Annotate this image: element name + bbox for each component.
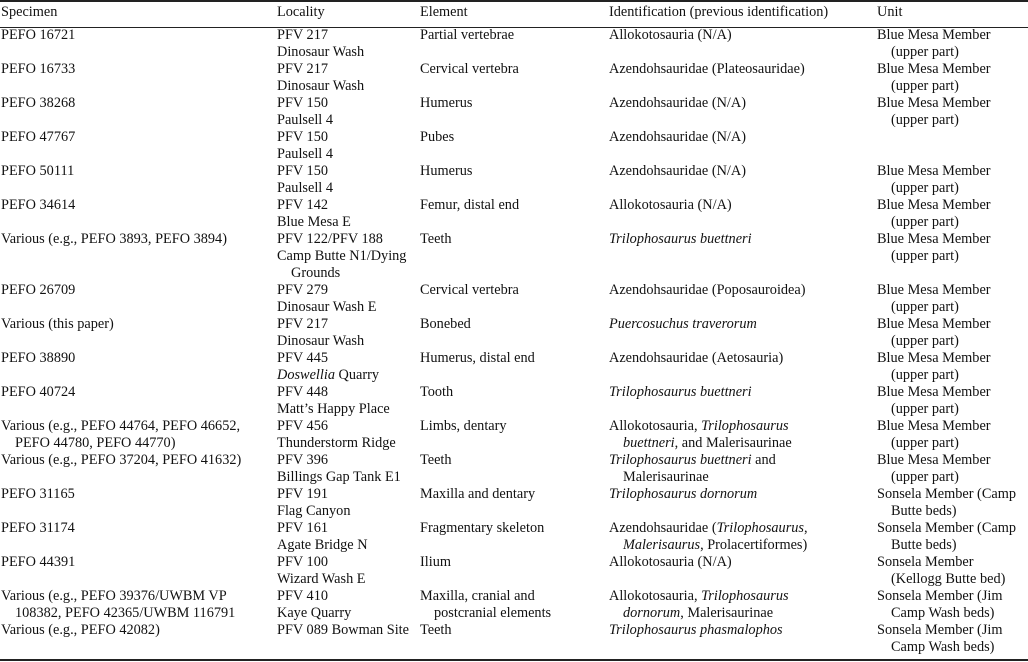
table-row [0, 231, 1028, 282]
unit-line: (upper part) [891, 44, 959, 60]
unit-line: (upper part) [891, 180, 959, 196]
table-row [0, 452, 1028, 486]
locality-line: PFV 191 [277, 486, 328, 502]
element-cell [420, 61, 609, 95]
identification-segment: Allokotosauria, [609, 588, 702, 604]
locality-line: Kaye Quarry [277, 605, 352, 621]
element-line: Cervical vertebra [420, 61, 519, 77]
specimen-line: Various (e.g., PEFO 37204, PEFO 41632) [1, 452, 242, 468]
unit-cell [877, 163, 1028, 197]
unit-line: Camp Wash beds) [891, 605, 995, 621]
locality-cell [277, 350, 420, 384]
element-line: Ilium [420, 554, 451, 570]
locality-cell [277, 622, 420, 656]
identification-segment: Malerisaurus [623, 537, 701, 553]
table-body [0, 27, 1028, 656]
locality-line: Thunderstorm Ridge [277, 435, 396, 451]
locality-cell [277, 95, 420, 129]
table-row [0, 350, 1028, 384]
unit-cell [877, 27, 1028, 61]
identification-segment: Azendohsauridae ( [609, 520, 717, 536]
identification-line [609, 231, 877, 248]
table-row [0, 316, 1028, 350]
identification-cell [609, 588, 877, 622]
locality-line: PFV 089 Bowman Site [277, 622, 410, 638]
unit-cell [877, 554, 1028, 588]
identification-cell [609, 350, 877, 384]
element-line: Limbs, dentary [420, 418, 507, 434]
locality-line: Agate Bridge N [277, 537, 368, 553]
unit-cell [877, 588, 1028, 622]
unit-line: Sonsela Member (Camp [877, 520, 1016, 536]
element-cell [420, 452, 609, 486]
element-cell [420, 231, 609, 282]
unit-line: Sonsela Member [877, 554, 974, 570]
unit-cell [877, 418, 1028, 452]
table-row [0, 486, 1028, 520]
specimen-line: PEFO 16721 [1, 27, 76, 43]
locality-cell [277, 418, 420, 452]
specimen-line: PEFO 34614 [1, 197, 76, 213]
element-cell [420, 554, 609, 588]
locality-cell [277, 554, 420, 588]
element-line: Partial vertebrae [420, 27, 515, 43]
specimen-cell [0, 27, 277, 61]
specimen-line: PEFO 38890 [1, 350, 76, 366]
unit-line: (upper part) [891, 112, 959, 128]
unit-line: Blue Mesa Member [877, 27, 991, 43]
locality-line: Dinosaur Wash [277, 333, 365, 349]
unit-line: Blue Mesa Member [877, 163, 991, 179]
specimen-line: Various (e.g., PEFO 44764, PEFO 46652, [1, 418, 241, 434]
identification-segment: Trilophosaurus buettneri [609, 452, 752, 468]
specimen-line: PEFO 40724 [1, 384, 76, 400]
element-line: Humerus [420, 163, 473, 179]
specimen-cell [0, 520, 277, 554]
locality-cell [277, 486, 420, 520]
element-line: Cervical vertebra [420, 282, 519, 298]
specimen-cell [0, 61, 277, 95]
specimen-line: Various (e.g., PEFO 3893, PEFO 3894) [1, 231, 227, 247]
identification-segment: Azendohsauridae (Plateosauridae) [609, 61, 805, 77]
unit-line: Blue Mesa Member [877, 384, 991, 400]
identification-cell [609, 163, 877, 197]
identification-segment: Trilophosaurus buettneri [609, 231, 752, 247]
identification-line [609, 27, 877, 44]
specimen-cell [0, 282, 277, 316]
locality-cell [277, 197, 420, 231]
element-line: Bonebed [420, 316, 471, 332]
locality-cell [277, 282, 420, 316]
unit-line: (upper part) [891, 435, 959, 451]
element-cell [420, 520, 609, 554]
locality-line: Wizard Wash E [277, 571, 366, 587]
table-row [0, 95, 1028, 129]
unit-line: Sonsela Member (Jim [877, 588, 1003, 604]
identification-segment: , Prolacertiformes) [700, 537, 808, 553]
specimen-cell [0, 316, 277, 350]
identification-line [609, 520, 877, 537]
unit-cell [877, 231, 1028, 282]
locality-line: Camp Butte N1/Dying [277, 248, 407, 264]
locality-line: Dinosaur Wash [277, 44, 365, 60]
table-row [0, 197, 1028, 231]
table-row [0, 163, 1028, 197]
specimen-cell [0, 231, 277, 282]
table-row [0, 588, 1028, 622]
locality-line: Paulsell 4 [277, 112, 333, 128]
element-cell [420, 27, 609, 61]
identification-segment: , [803, 520, 808, 536]
identification-segment: , Malerisaurinae [680, 605, 774, 621]
identification-cell [609, 486, 877, 520]
identification-line [609, 622, 877, 639]
specimen-cell [0, 588, 277, 622]
locality-line: Dinosaur Wash [277, 78, 365, 94]
unit-line: (Kellogg Butte bed) [891, 571, 1006, 587]
identification-cell [609, 61, 877, 95]
unit-line: Blue Mesa Member [877, 95, 991, 111]
specimen-cell [0, 350, 277, 384]
identification-line [609, 554, 877, 571]
specimen-line: PEFO 50111 [1, 163, 75, 179]
locality-line: PFV 217 [277, 61, 328, 77]
unit-line: Sonsela Member (Jim [877, 622, 1003, 638]
identification-cell [609, 622, 877, 656]
locality-line: Matt’s Happy Place [277, 401, 390, 417]
identification-segment: Azendohsauridae (N/A) [609, 163, 746, 179]
identification-cell [609, 27, 877, 61]
identification-line [609, 452, 877, 469]
table-row [0, 61, 1028, 95]
specimen-line: Various (e.g., PEFO 42082) [1, 622, 160, 638]
unit-line: Blue Mesa Member [877, 350, 991, 366]
table-row [0, 384, 1028, 418]
element-line: Teeth [420, 452, 452, 468]
identification-line [609, 282, 877, 299]
unit-cell [877, 197, 1028, 231]
header-identification: Identification (previous identification) [609, 4, 829, 20]
identification-line [609, 129, 877, 146]
element-line: postcranial elements [434, 605, 552, 621]
unit-line: Blue Mesa Member [877, 316, 991, 332]
identification-cell [609, 520, 877, 554]
specimen-cell [0, 622, 277, 656]
element-cell [420, 418, 609, 452]
identification-line [609, 537, 877, 554]
unit-cell [877, 520, 1028, 554]
identification-segment: Trilophosaurus [701, 418, 789, 434]
unit-line: Blue Mesa Member [877, 61, 991, 77]
element-line: Maxilla and dentary [420, 486, 536, 502]
identification-line [609, 384, 877, 401]
identification-line [609, 469, 877, 486]
identification-segment: and [751, 452, 776, 468]
specimen-line: PEFO 26709 [1, 282, 76, 298]
element-cell [420, 588, 609, 622]
locality-line: PFV 217 [277, 316, 328, 332]
identification-segment: Trilophosaurus buettneri [609, 384, 752, 400]
identification-segment: Azendohsauridae (Aetosauria) [609, 350, 784, 366]
unit-cell [877, 95, 1028, 129]
unit-line: Butte beds) [891, 503, 957, 519]
identification-line [609, 605, 877, 622]
taxon-name: Doswellia [277, 367, 335, 383]
specimen-line: 108382, PEFO 42365/UWBM 116791 [15, 605, 236, 621]
unit-cell [877, 282, 1028, 316]
unit-line: (upper part) [891, 401, 959, 417]
identification-cell [609, 95, 877, 129]
header-locality: Locality [277, 4, 325, 20]
unit-line: (upper part) [891, 367, 959, 383]
identification-segment: Trilophosaurus [716, 520, 804, 536]
locality-cell [277, 27, 420, 61]
identification-segment: Trilophosaurus phasmalophos [609, 622, 783, 638]
specimen-cell [0, 452, 277, 486]
element-line: Pubes [420, 129, 455, 145]
element-line: Humerus [420, 95, 473, 111]
element-line: Teeth [420, 231, 452, 247]
table-header-row [0, 3, 1028, 27]
identification-line [609, 197, 877, 214]
locality-line: PFV 122/PFV 188 [277, 231, 383, 247]
locality-line: Blue Mesa E [277, 214, 351, 230]
identification-segment: Trilophosaurus [701, 588, 789, 604]
identification-segment: Puercosuchus traverorum [609, 316, 757, 332]
table-row [0, 27, 1028, 61]
table-row [0, 622, 1028, 656]
specimen-line: PEFO 16733 [1, 61, 76, 77]
element-cell [420, 129, 609, 163]
element-cell [420, 282, 609, 316]
locality-line: Doswellia Quarry [277, 367, 380, 383]
unit-line: Blue Mesa Member [877, 418, 991, 434]
unit-line: (upper part) [891, 299, 959, 315]
locality-cell [277, 129, 420, 163]
identification-segment: Allokotosauria (N/A) [609, 27, 732, 43]
identification-cell [609, 316, 877, 350]
locality-cell [277, 452, 420, 486]
identification-segment: Malerisaurinae [623, 469, 709, 485]
identification-segment: , and Malerisaurinae [674, 435, 792, 451]
specimen-cell [0, 384, 277, 418]
table-row [0, 282, 1028, 316]
unit-cell [877, 61, 1028, 95]
unit-cell [877, 452, 1028, 486]
unit-line: Blue Mesa Member [877, 452, 991, 468]
specimen-cell [0, 486, 277, 520]
locality-line: Billings Gap Tank E1 [277, 469, 401, 485]
identification-segment: Azendohsauridae (N/A) [609, 129, 746, 145]
identification-line [609, 316, 877, 333]
unit-line: (upper part) [891, 333, 959, 349]
element-cell [420, 95, 609, 129]
locality-cell [277, 588, 420, 622]
locality-line: PFV 410 [277, 588, 328, 604]
locality-line: PFV 396 [277, 452, 328, 468]
locality-line: PFV 150 [277, 163, 328, 179]
unit-cell [877, 316, 1028, 350]
locality-cell [277, 520, 420, 554]
identification-line [609, 486, 877, 503]
identification-cell [609, 129, 877, 163]
identification-line [609, 418, 877, 435]
element-cell [420, 316, 609, 350]
specimen-line: Various (this paper) [1, 316, 114, 332]
element-cell [420, 384, 609, 418]
specimen-line: PEFO 38268 [1, 95, 76, 111]
identification-line [609, 95, 877, 112]
identification-line [609, 435, 877, 452]
locality-line: PFV 456 [277, 418, 328, 434]
specimen-cell [0, 554, 277, 588]
unit-line: Blue Mesa Member [877, 282, 991, 298]
identification-line [609, 588, 877, 605]
identification-cell [609, 554, 877, 588]
unit-cell [877, 350, 1028, 384]
identification-segment: Allokotosauria, [609, 418, 702, 434]
unit-cell [877, 486, 1028, 520]
locality-line: PFV 279 [277, 282, 328, 298]
specimen-line: PEFO 44391 [1, 554, 76, 570]
specimen-line: PEFO 31165 [1, 486, 75, 502]
unit-line: (upper part) [891, 78, 959, 94]
element-cell [420, 622, 609, 656]
identification-cell [609, 282, 877, 316]
identification-segment: Azendohsauridae (N/A) [609, 95, 746, 111]
unit-line: Blue Mesa Member [877, 197, 991, 213]
locality-line: PFV 217 [277, 27, 328, 43]
locality-line: Dinosaur Wash E [277, 299, 377, 315]
table-row [0, 129, 1028, 163]
specimen-cell [0, 197, 277, 231]
locality-cell [277, 316, 420, 350]
table-row [0, 418, 1028, 452]
table-row [0, 554, 1028, 588]
locality-line: PFV 150 [277, 95, 328, 111]
element-line: Fragmentary skeleton [420, 520, 545, 536]
identification-cell [609, 231, 877, 282]
locality-cell [277, 163, 420, 197]
specimen-cell [0, 418, 277, 452]
unit-line: Sonsela Member (Camp [877, 486, 1016, 502]
specimen-line: PEFO 31174 [1, 520, 75, 536]
unit-cell [877, 384, 1028, 418]
identification-line [609, 61, 877, 78]
locality-line: PFV 150 [277, 129, 328, 145]
locality-line: PFV 161 [277, 520, 328, 536]
locality-line: Paulsell 4 [277, 180, 333, 196]
specimen-line: Various (e.g., PEFO 39376/UWBM VP [1, 588, 227, 604]
specimen-table [0, 3, 1028, 656]
identification-segment: Azendohsauridae (Poposauroidea) [609, 282, 806, 298]
table-bottom-rule [0, 659, 1028, 661]
element-cell [420, 163, 609, 197]
unit-line: (upper part) [891, 214, 959, 230]
unit-cell [877, 129, 1028, 163]
locality-line: Paulsell 4 [277, 146, 333, 162]
locality-line: Flag Canyon [277, 503, 351, 519]
identification-segment: Allokotosauria (N/A) [609, 197, 732, 213]
element-line: Humerus, distal end [420, 350, 535, 366]
locality-line: PFV 445 [277, 350, 328, 366]
specimen-line: PEFO 44780, PEFO 44770) [15, 435, 176, 451]
element-line: Teeth [420, 622, 452, 638]
specimen-cell [0, 163, 277, 197]
specimen-cell [0, 95, 277, 129]
element-cell [420, 197, 609, 231]
unit-line: Butte beds) [891, 537, 957, 553]
header-element: Element [420, 4, 468, 20]
locality-line: PFV 448 [277, 384, 328, 400]
specimen-line: PEFO 47767 [1, 129, 76, 145]
table-row [0, 520, 1028, 554]
locality-line: PFV 142 [277, 197, 328, 213]
identification-cell [609, 418, 877, 452]
element-line: Tooth [420, 384, 454, 400]
identification-line [609, 163, 877, 180]
header-specimen: Specimen [1, 4, 58, 20]
locality-cell [277, 231, 420, 282]
identification-cell [609, 197, 877, 231]
element-line: Maxilla, cranial and [420, 588, 535, 604]
identification-segment: buettneri [623, 435, 675, 451]
element-cell [420, 486, 609, 520]
element-cell [420, 350, 609, 384]
locality-line: Grounds [291, 265, 341, 281]
unit-line: Camp Wash beds) [891, 639, 995, 655]
header-unit: Unit [877, 4, 903, 20]
unit-line: Blue Mesa Member [877, 231, 991, 247]
identification-segment: dornorum [623, 605, 681, 621]
identification-line [609, 350, 877, 367]
identification-segment: Allokotosauria (N/A) [609, 554, 732, 570]
specimen-cell [0, 129, 277, 163]
element-line: Femur, distal end [420, 197, 520, 213]
unit-cell [877, 622, 1028, 656]
locality-cell [277, 384, 420, 418]
unit-line: (upper part) [891, 248, 959, 264]
unit-line: (upper part) [891, 469, 959, 485]
locality-line: PFV 100 [277, 554, 328, 570]
identification-cell [609, 384, 877, 418]
identification-segment: Trilophosaurus dornorum [609, 486, 758, 502]
locality-cell [277, 61, 420, 95]
identification-cell [609, 452, 877, 486]
table-top-rule [0, 0, 1028, 2]
